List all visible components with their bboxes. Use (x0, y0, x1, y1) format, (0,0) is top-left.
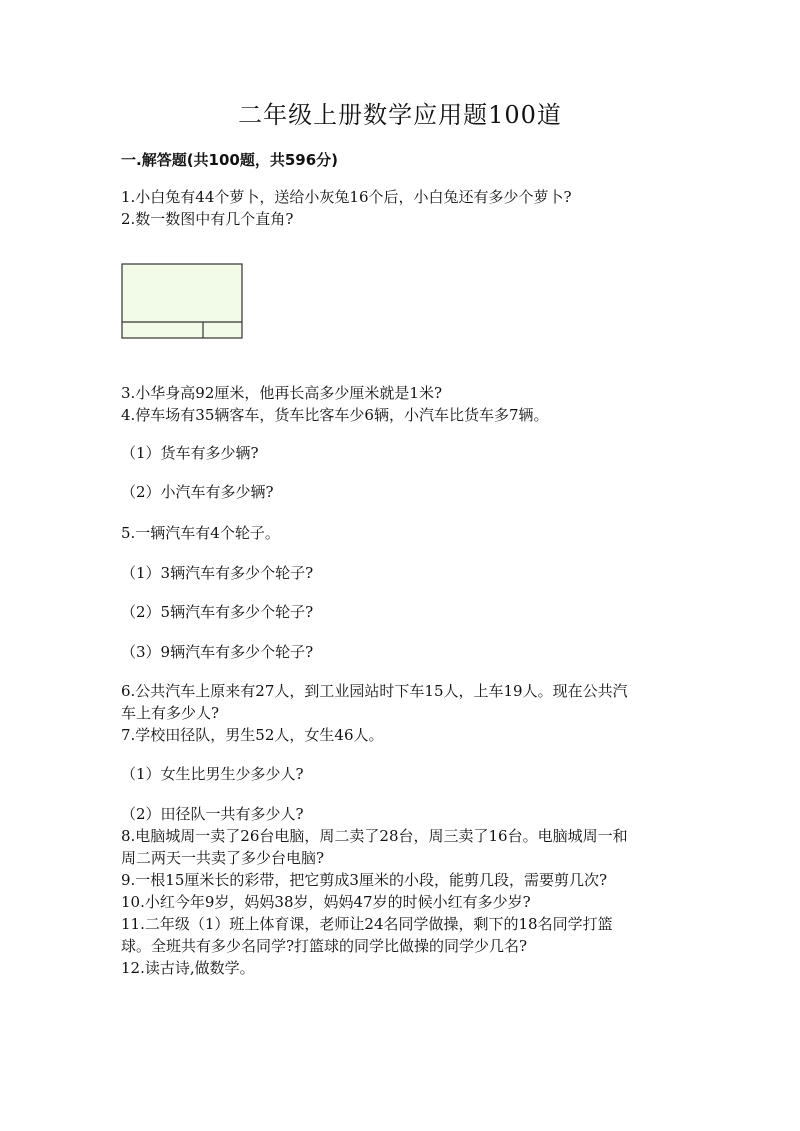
question-2: 2.数一数图中有几个直角? (121, 210, 294, 228)
question-4: 4.停车场有35辆客车，货车比客车少6辆，小汽车比货车多7辆。 (121, 406, 549, 424)
figure-outer-rectangle (122, 264, 242, 338)
question-7-part-2: （2）田径队一共有多少人? (121, 805, 304, 823)
question-9: 9.一根15厘米长的彩带，把它剪成3厘米的小段，能剪几段，需要剪几次? (121, 871, 607, 889)
question-11-line-1: 11.二年级（1）班上体育课，老师让24名同学做操，剩下的18名同学打篮 (121, 915, 613, 933)
question-10: 10.小红今年9岁，妈妈38岁，妈妈47岁的时候小红有多少岁? (121, 893, 531, 911)
question-7: 7.学校田径队，男生52人，女生46人。 (121, 726, 384, 744)
question-5-part-3: （3）9辆汽车有多少个轮子? (121, 643, 314, 661)
question-1: 1.小白兔有44个萝卜，送给小灰兔16个后，小白兔还有多少个萝卜? (121, 188, 572, 206)
question-5-part-1: （1）3辆汽车有多少个轮子? (121, 564, 314, 582)
question-4-part-1: （1）货车有多少辆? (121, 444, 259, 462)
question-6-line-2: 车上有多少人? (121, 704, 220, 722)
question-5-part-2: （2）5辆汽车有多少个轮子? (121, 603, 314, 621)
question-7-part-1: （1）女生比男生少多少人? (121, 765, 304, 783)
section-heading: 一.解答题(共100题，共596分) (121, 151, 339, 169)
question-8-line-2: 周二两天一共卖了多少台电脑? (121, 849, 325, 867)
question-12: 12.读古诗,做数学。 (121, 959, 255, 977)
question-5: 5.一辆汽车有4个轮子。 (121, 524, 280, 542)
question-4-part-2: （2）小汽车有多少辆? (121, 483, 274, 501)
question-6-line-1: 6.公共汽车上原来有27人，到工业园站时下车15人，上车19人。现在公共汽 (121, 682, 628, 700)
question-8-line-1: 8.电脑城周一卖了26台电脑，周二卖了28台，周三卖了16台。电脑城周一和 (121, 827, 628, 845)
right-angle-figure (121, 263, 243, 339)
question-11-line-2: 球。全班共有多少名同学?打篮球的同学比做操的同学少几名? (121, 937, 528, 955)
question-3: 3.小华身高92厘米，他再长高多少厘米就是1米? (121, 384, 442, 402)
page-title: 二年级上册数学应用题100道 (238, 101, 562, 129)
